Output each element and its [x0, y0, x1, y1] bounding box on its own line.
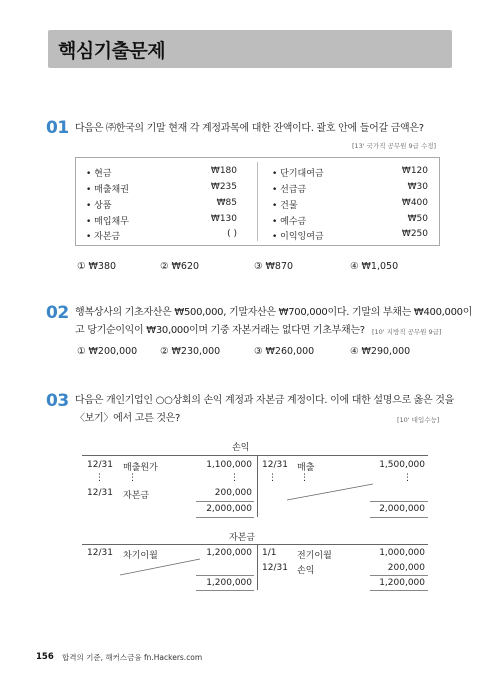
- balance-item-value: ₩235: [210, 182, 237, 192]
- ledger-date: 1/1: [262, 548, 277, 558]
- ledger-date: 12/31: [87, 488, 113, 498]
- question-number: 01: [46, 118, 69, 138]
- total-underline: [196, 575, 254, 576]
- answer-choice[interactable]: ① ₩380: [77, 261, 117, 272]
- balance-item-value: ₩85: [216, 198, 237, 208]
- ledger-ellipsis: ⋮: [95, 473, 104, 483]
- ledger-date: 12/31: [262, 563, 288, 573]
- ledger-ellipsis: ⋮: [403, 473, 412, 483]
- total-underline: [370, 590, 428, 591]
- ledger-ellipsis: ⋮: [230, 473, 239, 483]
- question-text-line: 고 당기순이익이 ₩30,000이며 기중 자본거래는 없다면 기초부채는?: [75, 325, 365, 336]
- question-number: 02: [46, 303, 69, 323]
- question-source: [10' 지방직 공무원 9급]: [372, 328, 442, 336]
- total-underline: [196, 517, 254, 518]
- answer-choice[interactable]: ② ₩230,000: [160, 346, 221, 357]
- balance-item-label: • 상품: [86, 201, 112, 211]
- answer-choice[interactable]: ② ₩620: [160, 261, 200, 272]
- total-underline: [370, 501, 428, 502]
- balance-item-label: • 건물: [272, 201, 298, 211]
- closing-diagonal-line: [118, 557, 202, 577]
- t-account-center-line: [257, 544, 258, 590]
- total-underline: [196, 501, 254, 502]
- answer-choice[interactable]: ① ₩200,000: [77, 346, 138, 357]
- ledger-amount: 1,200,000: [206, 548, 252, 558]
- question-text-line: 행복상사의 기초자산은 ₩500,000, 기말자산은 ₩700,000이다. 기말의 부채는 ₩400,000이: [75, 307, 473, 318]
- ledger-account: 전기이월: [297, 551, 332, 561]
- question-source: [13' 국가직 공무원 9급 수정]: [352, 142, 437, 150]
- balance-item-label: • 이익잉여금: [272, 232, 324, 242]
- t-account-center-line: [257, 455, 258, 517]
- balance-item-label: • 예수금: [272, 217, 307, 227]
- balance-item-value: ₩50: [407, 214, 428, 224]
- t-account-top-line: [82, 544, 428, 545]
- ledger-account: 손익: [297, 566, 315, 576]
- balance-item-value: ₩400: [401, 198, 428, 208]
- ledger-account: 매출: [297, 463, 315, 473]
- ledger-account: 매출원가: [123, 463, 158, 473]
- ledger-total: 1,200,000: [206, 578, 252, 588]
- balance-item-value: ₩130: [210, 214, 237, 224]
- ledger-total: 2,000,000: [379, 504, 425, 514]
- ledger-date: 12/31: [87, 460, 113, 470]
- ledger-amount: 1,100,000: [206, 460, 252, 470]
- footer-text: 합격의 기준, 해커스금융 fn.Hackers.com: [62, 653, 203, 662]
- ledger-date: 12/31: [262, 460, 288, 470]
- ledger-date: 12/31: [87, 548, 113, 558]
- ledger-account: 자본금: [123, 491, 150, 501]
- question-number: 03: [46, 391, 69, 411]
- total-underline: [370, 575, 428, 576]
- box-divider: [257, 162, 258, 241]
- balance-item-value: ₩250: [401, 229, 428, 239]
- ledger-ellipsis: ⋮: [268, 473, 277, 483]
- balance-item-value: ( ): [227, 229, 237, 239]
- capital-account-title: 자본금: [229, 533, 256, 543]
- answer-choice[interactable]: ④ ₩290,000: [350, 346, 411, 357]
- ledger-amount: 200,000: [387, 563, 425, 573]
- answer-choice[interactable]: ④ ₩1,050: [350, 261, 399, 272]
- ledger-amount: 1,500,000: [379, 460, 425, 470]
- ledger-account: 차기이월: [123, 551, 158, 561]
- balance-item-value: ₩30: [407, 182, 428, 192]
- closing-diagonal-line: [285, 482, 375, 502]
- question-text-line: 〈보기〉에서 고른 것은?: [75, 413, 181, 424]
- question-source: [10' 대입수능]: [397, 416, 440, 424]
- question-text: 다음은 ㈜한국의 기말 현재 각 계정과목에 대한 잔액이다. 괄호 안에 들어갈 금액은?: [75, 123, 424, 134]
- ledger-ellipsis: ⋮: [300, 473, 309, 483]
- page-title: 핵심기출문제: [58, 40, 166, 62]
- balance-item-label: • 선급금: [272, 185, 307, 195]
- balance-item-value: ₩180: [210, 166, 237, 176]
- balance-item-label: • 매입채무: [86, 217, 129, 227]
- total-underline: [196, 590, 254, 591]
- answer-choice[interactable]: ③ ₩260,000: [254, 346, 315, 357]
- answer-choice[interactable]: ③ ₩870: [254, 261, 294, 272]
- income-account-title: 손익: [232, 443, 250, 453]
- balance-item-label: • 매출채권: [86, 185, 129, 195]
- ledger-amount: 1,000,000: [379, 548, 425, 558]
- ledger-amount: 200,000: [214, 488, 252, 498]
- ledger-ellipsis: ⋮: [128, 473, 137, 483]
- ledger-total: 2,000,000: [206, 504, 252, 514]
- balance-item-label: • 현금: [86, 169, 112, 179]
- balance-item-label: • 단기대여금: [272, 169, 324, 179]
- balance-item-label: • 자본금: [86, 232, 121, 242]
- total-underline: [370, 517, 428, 518]
- question-text-line: 다음은 개인기업인 ○○상회의 손익 계정과 자본금 계정이다. 이에 대한 설명으로 옳은 것을: [75, 395, 454, 406]
- balance-item-value: ₩120: [401, 166, 428, 176]
- ledger-total: 1,200,000: [379, 578, 425, 588]
- page-number: 156: [36, 652, 54, 662]
- t-account-top-line: [82, 455, 428, 456]
